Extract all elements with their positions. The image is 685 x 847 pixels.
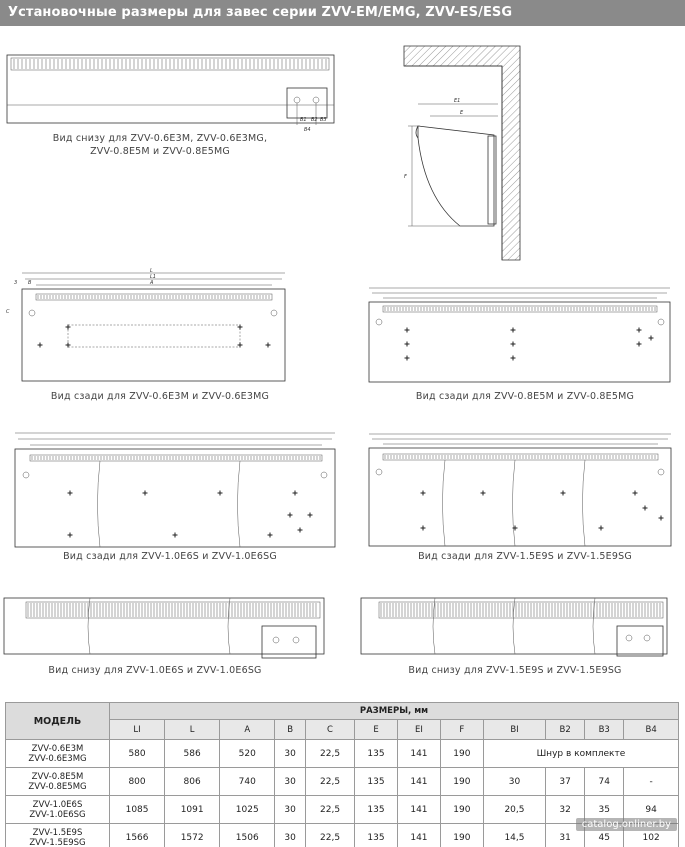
value-cell: 45: [585, 824, 624, 847]
value-cell: 1091: [165, 796, 220, 824]
value-cell: 94: [624, 796, 679, 824]
model-cell: ZVV-1.0E6S ZVV-1.0E6SG: [6, 796, 110, 824]
model-cell: ZVV-0.6E3M ZVV-0.6E3MG: [6, 740, 110, 768]
column-header: A: [220, 720, 275, 740]
value-cell: 30: [275, 740, 306, 768]
column-header: LI: [110, 720, 165, 740]
model-cell: ZVV-0.8E5M ZVV-0.8E5MG: [6, 768, 110, 796]
column-header: L: [165, 720, 220, 740]
value-cell: 22,5: [306, 796, 355, 824]
column-header: B3: [585, 720, 624, 740]
value-cell: 135: [355, 768, 398, 796]
value-cell: 141: [397, 768, 440, 796]
column-header: B2: [546, 720, 585, 740]
bottom-view-10-drawing: [0, 592, 340, 672]
caption-rear-15: Вид сзади для ZVV-1.5E9S и ZVV-1.5E9SG: [418, 551, 632, 562]
dim-f: F: [404, 174, 407, 180]
value-cell: 22,5: [306, 824, 355, 847]
column-header: B4: [624, 720, 679, 740]
model-header: МОДЕЛЬ: [6, 703, 110, 740]
column-header: BI: [483, 720, 545, 740]
value-cell: 32: [546, 796, 585, 824]
dim-a: A: [150, 280, 154, 286]
column-header: C: [306, 720, 355, 740]
value-cell: 141: [397, 740, 440, 768]
value-cell: 30: [483, 768, 545, 796]
caption-rear-10: Вид сзади для ZVV-1.0E6S и ZVV-1.0E6SG: [63, 551, 277, 562]
value-cell: 30: [275, 824, 306, 847]
dim-three: 3: [14, 280, 18, 286]
value-cell: 22,5: [306, 768, 355, 796]
dim-c: C: [6, 309, 10, 315]
value-cell: 806: [165, 768, 220, 796]
value-cell: 30: [275, 768, 306, 796]
value-cell: 35: [585, 796, 624, 824]
caption-rear-06: Вид сзади для ZVV-0.6E3M и ZVV-0.6E3MG: [50, 391, 270, 402]
value-cell: 190: [440, 768, 483, 796]
model-cell: ZVV-1.5E9S ZVV-1.5E9SG: [6, 824, 110, 847]
value-cell: 1506: [220, 824, 275, 847]
dim-b3: B3: [320, 117, 327, 123]
value-cell: 135: [355, 796, 398, 824]
value-cell: 37: [546, 768, 585, 796]
table-row: [6, 768, 679, 796]
value-cell: 141: [397, 824, 440, 847]
value-cell: 14,5: [483, 824, 545, 847]
dim-b: B: [28, 280, 32, 286]
value-cell: 800: [110, 768, 165, 796]
value-cell: 1566: [110, 824, 165, 847]
dim-b4: B4: [304, 127, 311, 133]
rear-view-10-drawing: [0, 425, 340, 550]
column-header: EI: [397, 720, 440, 740]
value-cell: 22,5: [306, 740, 355, 768]
rear-view-08-drawing: [355, 282, 675, 392]
caption-bottom-10: Вид снизу для ZVV-1.0E6S и ZVV-1.0E6SG: [48, 665, 262, 676]
value-cell: 141: [397, 796, 440, 824]
dim-l: L: [150, 268, 153, 274]
side-view-wall-drawing: [390, 38, 530, 268]
value-cell: 190: [440, 796, 483, 824]
value-cell: -: [624, 768, 679, 796]
bottom-view-15-drawing: [355, 592, 685, 672]
value-cell: 135: [355, 740, 398, 768]
value-cell: 1085: [110, 796, 165, 824]
value-cell: 30: [275, 796, 306, 824]
value-cell: 135: [355, 824, 398, 847]
column-header: F: [440, 720, 483, 740]
dim-l1: L1: [150, 274, 156, 280]
dim-e: E: [460, 110, 464, 116]
value-cell: 520: [220, 740, 275, 768]
rear-view-06-drawing: [0, 265, 300, 390]
dim-b1: B1: [300, 117, 307, 123]
caption-rear-08: Вид сзади для ZVV-0.8E5M и ZVV-0.8E5MG: [415, 391, 635, 402]
value-cell: 74: [585, 768, 624, 796]
rear-view-15-drawing: [355, 428, 675, 550]
dim-b2: B2: [311, 117, 318, 123]
value-cell: 20,5: [483, 796, 545, 824]
note-cell: Шнур в комплекте: [483, 740, 678, 768]
table-row: [6, 740, 679, 768]
value-cell: 586: [165, 740, 220, 768]
value-cell: 740: [220, 768, 275, 796]
watermark: catalog.onliner.by: [576, 818, 677, 831]
page-title: Установочные размеры для завес серии ZVV-EM/EMG, ZVV-ES/ESG: [0, 0, 685, 26]
value-cell: 1025: [220, 796, 275, 824]
value-cell: 102: [624, 824, 679, 847]
bottom-view-06-08-drawing: [0, 45, 340, 135]
value-cell: 580: [110, 740, 165, 768]
column-header: E: [355, 720, 398, 740]
value-cell: 190: [440, 824, 483, 847]
value-cell: 1572: [165, 824, 220, 847]
dimensions-header: РАЗМЕРЫ, мм: [110, 703, 679, 720]
caption-bottom-06-08: Вид снизу для ZVV-0.6E3M, ZVV-0.6E3MG, ZVV-0.8E5M и ZVV-0.8E5MG: [52, 133, 268, 157]
value-cell: 190: [440, 740, 483, 768]
caption-bottom-15: Вид снизу для ZVV-1.5E9S и ZVV-1.5E9SG: [408, 665, 622, 676]
value-cell: 31: [546, 824, 585, 847]
dim-e1: E1: [454, 98, 461, 104]
column-header: B: [275, 720, 306, 740]
